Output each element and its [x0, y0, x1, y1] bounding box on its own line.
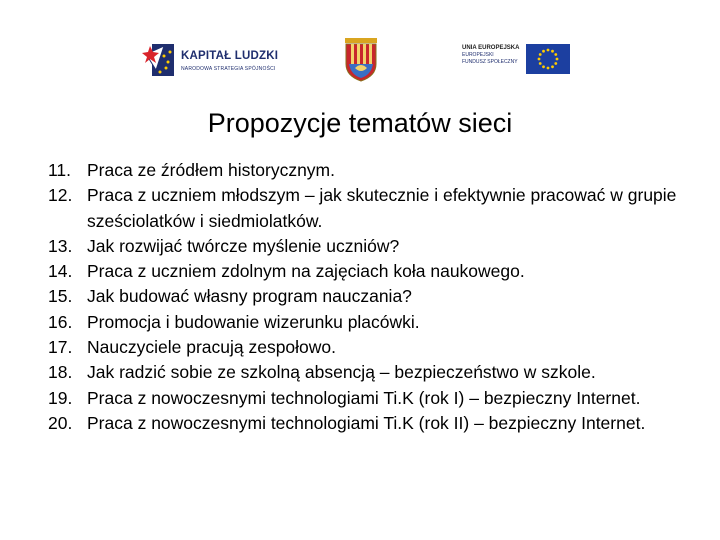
list-item [48, 284, 688, 309]
eu-star [538, 58, 541, 61]
eu-star [556, 58, 559, 61]
list-item-number: 20. [48, 412, 73, 433]
list-item-number: 18. [48, 362, 73, 383]
list-item-number: 16. [48, 311, 73, 332]
kapital-ludzki-subtitle: NARODOWA STRATEGIA SPÓJNOŚCI [181, 66, 276, 72]
eu-star [551, 50, 554, 53]
eu-star [539, 53, 542, 56]
page-title: Propozycje tematów sieci [207, 108, 513, 138]
list-item-text: Praca z nowoczesnymi technologiami Ti.K (rok I) – bezpieczny Internet. [87, 387, 641, 408]
eu-star [547, 67, 550, 70]
list-item-text: Promocja i budowanie wizerunku placówki. [87, 311, 420, 332]
list-item [48, 335, 688, 360]
eu-star [542, 65, 545, 68]
logo-bar [0, 36, 720, 86]
list-item [48, 310, 688, 335]
topic-list [48, 158, 688, 436]
list-item-text: Nauczyciele pracują zespołowo. [87, 337, 337, 358]
eu-logo-line3: FUNDUSZ SPOŁECZNY [462, 59, 518, 65]
list-item [48, 411, 688, 436]
kapital-ludzki-logo [142, 40, 287, 80]
list-item-text: Jak budować własny program nauczania? [87, 286, 412, 307]
eu-star [554, 62, 557, 65]
list-item [48, 360, 688, 385]
eu-star [551, 65, 554, 68]
list-item-number: 14. [48, 261, 73, 282]
list-item-number: 13. [48, 235, 73, 256]
list-item-text: Praca z uczniem zdolnym na zajęciach koła naukowego. [87, 261, 525, 282]
eu-star [539, 62, 542, 65]
eu-flag-icon [526, 44, 570, 74]
list-item-number: 12. [48, 185, 73, 206]
list-item [48, 158, 688, 183]
coat-of-arms-icon [343, 38, 379, 82]
list-item-text: Praca z uczniem młodszym – jak skutecznie i efektywnie pracować w grupie sześciolatków i siedmiolatków. [87, 185, 677, 231]
eu-star [554, 53, 557, 56]
eu-logo-line2: EUROPEJSKI [462, 52, 494, 58]
list-item-text: Jak radzić sobie ze szkolną absencją – bezpieczeństwo w szkole. [87, 362, 596, 383]
eu-star [547, 49, 550, 52]
list-item [48, 183, 688, 234]
list-item-text: Jak rozwijać twórcze myślenie uczniów? [87, 235, 400, 256]
eu-star [542, 50, 545, 53]
list-item [48, 386, 688, 411]
list-item-number: 19. [48, 387, 73, 408]
eu-logo [462, 44, 570, 78]
list-item [48, 259, 688, 284]
eu-logo-line1: UNIA EUROPEJSKA [462, 45, 520, 51]
list-item-text: Praca ze źródłem historycznym. [87, 160, 335, 180]
kapital-ludzki-title: KAPITAŁ LUDZKI [181, 50, 279, 62]
list-item-text: Praca z nowoczesnymi technologiami Ti.K (rok II) – bezpieczny Internet. [87, 412, 646, 433]
list-item-number: 17. [48, 337, 73, 358]
kapital-ludzki-star-icon [142, 40, 178, 80]
list-item [48, 234, 688, 259]
list-item-number: 11. [48, 160, 72, 180]
list-item-number: 15. [48, 286, 73, 307]
